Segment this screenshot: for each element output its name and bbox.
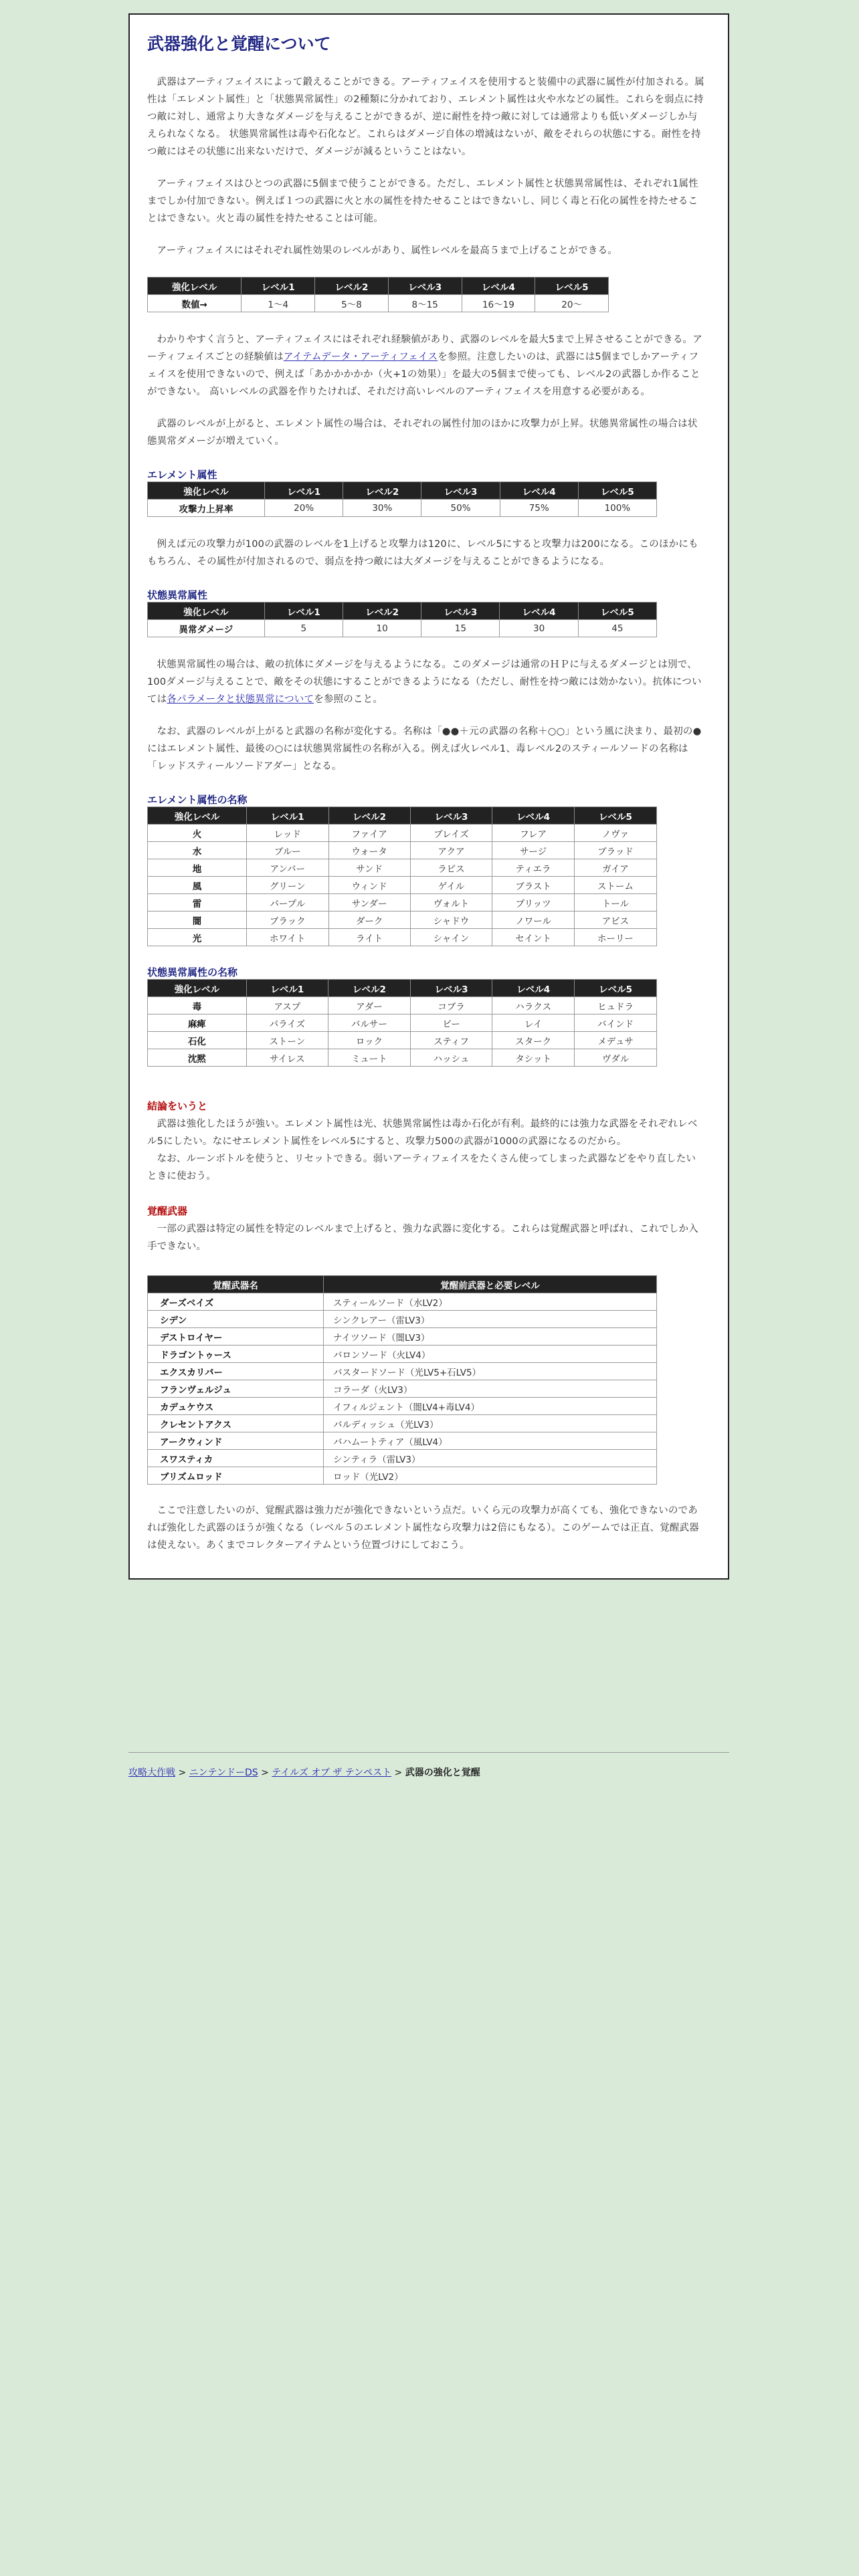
table-row xyxy=(148,894,657,911)
table-cell: メデュサ xyxy=(575,1032,657,1049)
table-row xyxy=(148,1311,657,1328)
table-cell: ストーム xyxy=(574,877,656,894)
table-row xyxy=(148,877,657,894)
table-th: レベル3 xyxy=(410,807,492,825)
table-cell: ビー xyxy=(410,1014,492,1032)
table-th: レベル4 xyxy=(500,482,578,500)
table-row xyxy=(148,929,657,946)
table-th: レベル5 xyxy=(575,980,657,997)
table-cell: 15 xyxy=(421,620,500,637)
table-row xyxy=(148,1014,657,1032)
table-cell: ティエラ xyxy=(492,859,575,877)
table-th: 強化レベル xyxy=(148,980,247,997)
artiface-data-link[interactable]: アイテムデータ・アーティフェイス xyxy=(283,352,438,362)
table-row xyxy=(148,1363,657,1380)
breadcrumb-separator: > xyxy=(261,1767,269,1778)
awaken-table xyxy=(147,1275,657,1485)
level-table-th: レベル3 xyxy=(388,278,462,295)
table-header xyxy=(148,603,657,620)
awaken-weapon-name: クレセントアクス xyxy=(148,1415,324,1432)
table-th: レベル1 xyxy=(246,980,328,997)
table-cell: 100% xyxy=(578,500,656,517)
table-cell: ブレイズ xyxy=(410,825,492,842)
row-label: 闇 xyxy=(148,911,247,929)
table-th: 強化レベル xyxy=(148,807,247,825)
table-cell: ホーリー xyxy=(574,929,656,946)
table-cell: シャドウ xyxy=(410,911,492,929)
text: 状態異常属性の場合は、敵の抗体にダメージを与えるようになる。このダメージは通常のＨＰに与えるダメージとは別で、100ダメージ与えることで、敵をその状態にすることができるようになる（ただし、耐性を持つ敵には効かない）。抗体については xyxy=(147,659,702,705)
table-cell: スティフ xyxy=(410,1032,492,1049)
awaken-requirement: イフィルジェント（闇LV4+毒LV4） xyxy=(324,1398,657,1415)
table-cell: レッド xyxy=(246,825,328,842)
table-row xyxy=(148,620,657,637)
table-cell: トール xyxy=(574,894,656,911)
table-cell: アスプ xyxy=(246,997,328,1014)
table-row xyxy=(148,1450,657,1467)
table-cell: ブラック xyxy=(246,911,328,929)
status-paragraph xyxy=(147,656,705,708)
level-table-th: レベル5 xyxy=(535,278,609,295)
table-th: レベル5 xyxy=(578,482,656,500)
table-th: レベル2 xyxy=(343,482,421,500)
attack-paragraph: 武器のレベルが上がると、エレメント属性の場合は、それぞれの属性付加のほかに攻撃力が上昇。状態異常属性の場合は状態異常ダメージが増えていく。 xyxy=(147,419,698,447)
table-body xyxy=(148,1276,657,1485)
table-cell: サイレス xyxy=(246,1049,328,1067)
row-label: 火 xyxy=(148,825,247,842)
table-cell: 20% xyxy=(265,500,343,517)
table-cell: 8～15 xyxy=(388,295,462,312)
table-row xyxy=(148,911,657,929)
row-label: 風 xyxy=(148,877,247,894)
table-cell: ブラッド xyxy=(574,842,656,859)
row-label: 水 xyxy=(148,842,247,859)
status-names-table xyxy=(147,979,657,1067)
table-cell: ヴォルト xyxy=(410,894,492,911)
row-label: 攻撃力上昇率 xyxy=(148,500,265,517)
row-label: 地 xyxy=(148,859,247,877)
table-cell: ラピス xyxy=(410,859,492,877)
table-cell: ミュート xyxy=(328,1049,411,1067)
table-th: レベル2 xyxy=(343,603,421,620)
level-table xyxy=(147,277,609,312)
element-names-title: エレメント属性の名称 xyxy=(147,794,248,806)
table-cell: ハラクス xyxy=(492,997,575,1014)
table-cell: ノヴァ xyxy=(574,825,656,842)
awaken-requirement: バハムートティア（風LV4） xyxy=(324,1432,657,1450)
table-th: レベル5 xyxy=(578,603,656,620)
table-cell: アクア xyxy=(410,842,492,859)
awaken-weapon-name: エクスカリバー xyxy=(148,1363,324,1380)
level-table-th: レベル2 xyxy=(315,278,389,295)
table-cell: ホワイト xyxy=(246,929,328,946)
table-cell: アダー xyxy=(328,997,411,1014)
row-label: 毒 xyxy=(148,997,247,1014)
awaken-requirement: シンクレアー（雷LV3） xyxy=(324,1311,657,1328)
table-row xyxy=(148,997,657,1014)
table-th: レベル5 xyxy=(574,807,656,825)
table-header xyxy=(148,807,657,825)
table-cell: ゲイル xyxy=(410,877,492,894)
table-cell: 30 xyxy=(500,620,578,637)
table-row xyxy=(148,295,609,312)
breadcrumb-link-ds[interactable]: ニンテンドーDS xyxy=(189,1767,258,1778)
awaken-paragraph-2: ここで注意したいのが、覚醒武器は強力だが強化できないという点だ。いくら元の攻撃力が高くても、強化できないのであれば強化した武器のほうが強くなる（レベル５のエレメント属性なら攻撃力は2倍にもなる）。このゲームでは正直、覚醒武器は使えない。あくまでコレクターアイテムという位置づけにしておこう。 xyxy=(147,1505,699,1551)
table-th: レベル2 xyxy=(328,807,410,825)
table-cell: サージ xyxy=(492,842,575,859)
table-cell: ノワール xyxy=(492,911,575,929)
breadcrumb-link-game[interactable]: テイルズ オブ ザ テンペスト xyxy=(272,1767,392,1778)
table-header xyxy=(148,482,657,500)
table-cell: サンド xyxy=(328,859,410,877)
breadcrumb-link-home[interactable]: 攻略大作戦 xyxy=(128,1767,175,1778)
awaken-weapon-name: スワスティカ xyxy=(148,1450,324,1467)
table-cell: ストーン xyxy=(246,1032,328,1049)
table-cell: ファイア xyxy=(328,825,410,842)
table-cell: バインド xyxy=(575,1014,657,1032)
element-paragraph: 例えば元の攻撃力が100の武器のレベルを1上げると攻撃力は120に、レベル5にすると攻撃力は200になる。このほかにももちろん、その属性が付加されるので、弱点を持つ敵には大ダメージを与えることができるようになる。 xyxy=(147,539,698,567)
table-th: レベル1 xyxy=(265,482,343,500)
conclusion-paragraph-2: なお、ルーンボトルを使うと、リセットできる。弱いアーティフェイスをたくさん使ってしまった武器などをやり直したいときに使おう。 xyxy=(147,1154,696,1182)
table-cell: コブラ xyxy=(410,997,492,1014)
table-cell: ウォータ xyxy=(328,842,410,859)
awaken-weapon-name: ドラゴントゥース xyxy=(148,1346,324,1363)
table-body xyxy=(148,807,657,946)
breadcrumb-current: 武器の強化と覚醒 xyxy=(405,1767,480,1778)
table-th: 覚醒武器名 xyxy=(148,1276,324,1293)
table-cell: 1～4 xyxy=(242,295,315,312)
table-cell: ロック xyxy=(328,1032,411,1049)
row-label: 光 xyxy=(148,929,247,946)
table-row xyxy=(148,500,657,517)
table-th: レベル1 xyxy=(264,603,343,620)
table-cell: バルサー xyxy=(328,1014,411,1032)
table-cell: サンダー xyxy=(328,894,410,911)
table-th: レベル3 xyxy=(410,980,492,997)
text: を参照のこと。 xyxy=(314,694,383,705)
conclusion-title: 結論をいうと xyxy=(147,1100,208,1112)
table-cell: 5 xyxy=(264,620,343,637)
intro-paragraph-2: アーティフェイスはひとつの武器に5個まで使うことができる。ただし、エレメント属性と状態異常属性は、それぞれ1属性までしか付加できない。例えば１つの武器に火と水の属性を持たせることはできないし、同じく毒と石化の属性を持たせることはできない。火と毒の属性を持たせることは可能。 xyxy=(147,179,698,224)
table-th: レベル4 xyxy=(500,603,578,620)
table-cell: ブラスト xyxy=(492,877,575,894)
table-row xyxy=(148,1049,657,1067)
awaken-weapon-name: ダーズベイズ xyxy=(148,1293,324,1311)
table-cell: アンバー xyxy=(246,859,328,877)
text: を参照。注意したいのは、武器には5個までしかアーティフェイスを使用できないので、例えば「あかかかかか（火+1の効果）」を最大の5個まで使っても、レベル2の武器しか作ることができない。 高いレベルの武器を作りたければ、それだけ高いレベルのアーティフェイスを用意する必要がある。 xyxy=(147,352,700,397)
awaken-weapon-name: アークウィンド xyxy=(148,1432,324,1450)
table-row xyxy=(148,1432,657,1450)
parameters-link[interactable]: 各パラメータと状態異常について xyxy=(167,694,314,705)
breadcrumb-separator: > xyxy=(394,1767,403,1778)
awaken-weapon-name: シデン xyxy=(148,1311,324,1328)
breadcrumb-divider xyxy=(128,1752,729,1753)
table-row xyxy=(148,1467,657,1485)
level-table-th: 強化レベル xyxy=(148,278,242,295)
table-th: レベル3 xyxy=(421,603,500,620)
table-cell: タシット xyxy=(492,1049,575,1067)
awaken-requirement: ロッド（光LV2） xyxy=(324,1467,657,1485)
table-row xyxy=(148,1328,657,1346)
table-row xyxy=(148,859,657,877)
element-rate-table xyxy=(147,481,657,517)
row-label: 麻痺 xyxy=(148,1014,247,1032)
table-th: レベル1 xyxy=(246,807,328,825)
row-label: 数値→ xyxy=(148,295,242,312)
table-th: レベル4 xyxy=(492,980,575,997)
level-table-th: レベル1 xyxy=(242,278,315,295)
awaken-weapon-name: ブリズムロッド xyxy=(148,1467,324,1485)
table-cell: パライズ xyxy=(246,1014,328,1032)
awaken-requirement: バロンソード（火LV4） xyxy=(324,1346,657,1363)
table-cell: グリーン xyxy=(246,877,328,894)
awaken-requirement: ナイツソード（闇LV3） xyxy=(324,1328,657,1346)
awaken-requirement: スティールソード（水LV2） xyxy=(324,1293,657,1311)
awaken-requirement: シンティラ（雷LV3） xyxy=(324,1450,657,1467)
table-cell: 5～8 xyxy=(315,295,389,312)
table-cell: レイ xyxy=(492,1014,575,1032)
text: わかりやすく言うと、アーティフェイスにはそれぞれ経験値があり、武器のレベルを最大5まで上昇させることができる。アーティフェイスごとの経験値は xyxy=(147,334,702,362)
status-names-title: 状態異常属性の名称 xyxy=(147,966,238,978)
intro-paragraph-3: アーティフェイスにはそれぞれ属性効果のレベルがあり、属性レベルを最高５まで上げることができる。 xyxy=(157,245,617,256)
table-cell: 16～19 xyxy=(462,295,535,312)
table-cell: ガイア xyxy=(574,859,656,877)
table-cell: ブルー xyxy=(246,842,328,859)
awaken-paragraph-1: 一部の武器は特定の属性を特定のレベルまで上げると、強力な武器に変化する。これらは覚醒武器と呼ばれ、これでしか入手できない。 xyxy=(147,1224,698,1252)
status-damage-table xyxy=(147,602,657,637)
table-cell: 30% xyxy=(343,500,421,517)
table-cell: 45 xyxy=(578,620,656,637)
levels-paragraph xyxy=(147,331,705,401)
table-cell: シャイン xyxy=(410,929,492,946)
main-content xyxy=(128,13,729,1580)
table-header xyxy=(148,1276,657,1293)
row-label: 雷 xyxy=(148,894,247,911)
awaken-title: 覚醒武器 xyxy=(147,1205,188,1217)
table-row xyxy=(148,1293,657,1311)
breadcrumb xyxy=(128,1765,729,1779)
row-label: 異常ダメージ xyxy=(148,620,265,637)
awaken-weapon-name: フランヴェルジュ xyxy=(148,1380,324,1398)
table-cell: ダーク xyxy=(328,911,410,929)
table-cell: 75% xyxy=(500,500,578,517)
table-cell: フレア xyxy=(492,825,575,842)
page-title: 武器強化と覚醒について xyxy=(147,34,331,53)
table-row xyxy=(148,1032,657,1049)
table-cell: ヒュドラ xyxy=(575,997,657,1014)
table-cell: セイント xyxy=(492,929,575,946)
table-cell: 50% xyxy=(421,500,500,517)
table-cell: 20～ xyxy=(535,295,609,312)
table-th: レベル4 xyxy=(492,807,575,825)
breadcrumb-separator: > xyxy=(178,1767,187,1778)
table-cell: ウィンド xyxy=(328,877,410,894)
awaken-weapon-name: デストロイヤー xyxy=(148,1328,324,1346)
table-row xyxy=(148,1398,657,1415)
table-header xyxy=(148,980,657,997)
table-row xyxy=(148,1415,657,1432)
row-label: 沈黙 xyxy=(148,1049,247,1067)
naming-paragraph: なお、武器のレベルが上がると武器の名称が変化する。名称は「●●＋元の武器の名称＋○○」という風に決まり、最初の●にはエレメント属性、最後の○には状態異常属性の名称が入る。例えば火レベル1、毒レベル2のスティールソードの名称は「レッドスティールソードアダー」となる。 xyxy=(147,726,702,772)
table-th: 覚醒前武器と必要レベル xyxy=(324,1276,657,1293)
awaken-weapon-name: カデュケウス xyxy=(148,1398,324,1415)
table-cell: プリッツ xyxy=(492,894,575,911)
intro-paragraph-1: 武器はアーティフェイスによって鍛えることができる。アーティフェイスを使用すると装備中の武器に属性が付加される。属性は「エレメント属性」と「状態異常属性」の2種類に分かれており、エレメント属性は火や水などの属性。これらを弱点に持つ敵に対し、通常より大きなダメージを与えることができるが、逆に耐性を持つ敵に対しては通常よりも低いダメージしか与えられなくなる。 状態異常属性は毒や石化など。これらはダメージ自体の増減はないが、敵をそれらの状態にする。耐性を持つ敵にはその状態に出来ないだけで、ダメージが減るということはない。 xyxy=(147,77,704,157)
table-cell: スターク xyxy=(492,1032,575,1049)
table-th: 強化レベル xyxy=(148,482,265,500)
conclusion-paragraph-1: 武器は強化したほうが強い。エレメント属性は光、状態異常属性は毒か石化が有利。最終的には強力な武器をそれぞれレベル5にしたい。なにせエレメント属性をレベル5にすると、攻撃力500の武器が1000の武器になるのだから。 xyxy=(147,1119,698,1147)
level-table-th: レベル4 xyxy=(462,278,535,295)
element-names-table xyxy=(147,807,657,946)
table-th: レベル3 xyxy=(421,482,500,500)
table-cell: ヴダル xyxy=(575,1049,657,1067)
awaken-requirement: コラーダ（火LV3） xyxy=(324,1380,657,1398)
awaken-requirement: バスタードソード（光LV5+石LV5） xyxy=(324,1363,657,1380)
table-row xyxy=(148,1380,657,1398)
table-cell: 10 xyxy=(343,620,421,637)
status-section-title: 状態異常属性 xyxy=(147,589,208,601)
awaken-requirement: バルディッシュ（光LV3） xyxy=(324,1415,657,1432)
row-label: 石化 xyxy=(148,1032,247,1049)
table-th: 強化レベル xyxy=(148,603,265,620)
level-table-header xyxy=(148,278,609,295)
table-row xyxy=(148,1346,657,1363)
table-th: レベル2 xyxy=(328,980,411,997)
element-section-title: エレメント属性 xyxy=(147,469,217,481)
table-row xyxy=(148,825,657,842)
table-cell: ハッシュ xyxy=(410,1049,492,1067)
table-row xyxy=(148,842,657,859)
table-body xyxy=(148,980,657,1067)
table-cell: アビス xyxy=(574,911,656,929)
table-cell: パープル xyxy=(246,894,328,911)
table-cell: ライト xyxy=(328,929,410,946)
